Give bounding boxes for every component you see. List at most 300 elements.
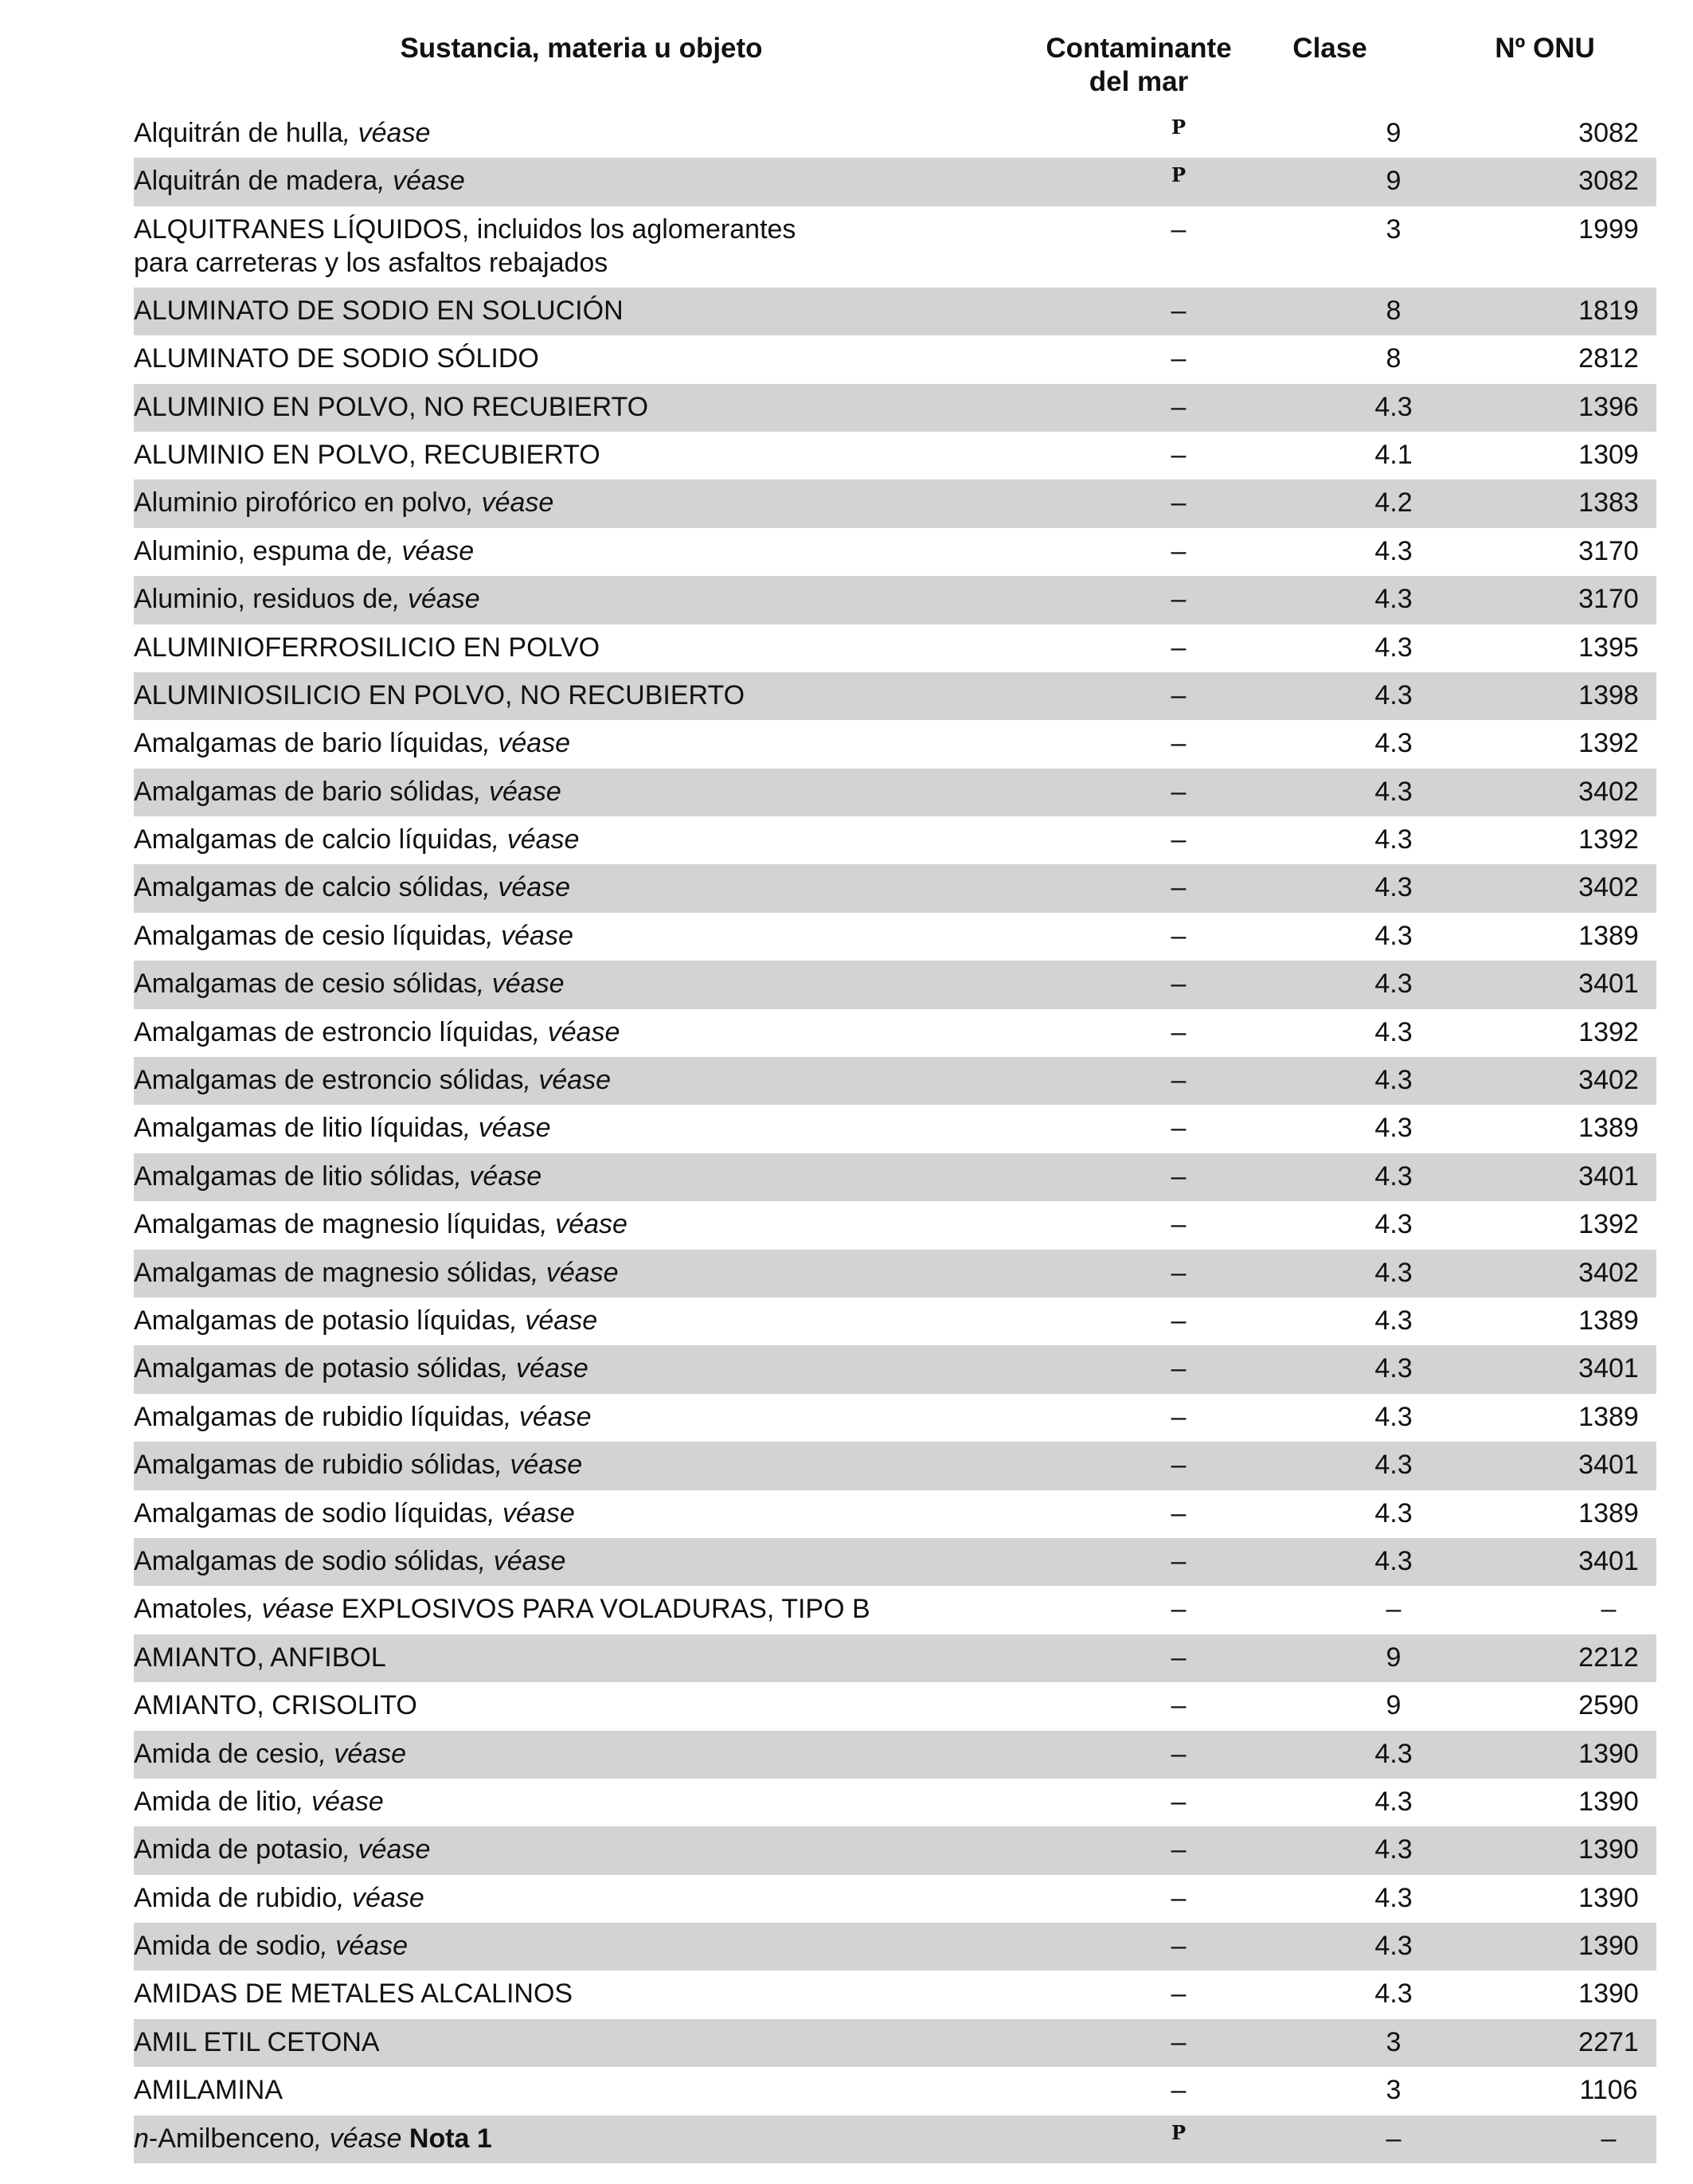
substance-name: ALQUITRANES LÍQUIDOS, incluidos los aglomerantes xyxy=(134,213,796,245)
table-row xyxy=(134,1682,1656,1730)
substance-name-line xyxy=(134,164,1058,198)
class-value: 4.3 xyxy=(1374,584,1413,615)
substance-name: Amalgamas de litio líquidas xyxy=(134,1113,463,1144)
class-cell xyxy=(1314,294,1473,327)
class-value: 4.3 xyxy=(1374,1065,1413,1096)
class-cell xyxy=(1314,390,1473,424)
substance-name-line xyxy=(134,775,1058,808)
see-reference: , véase xyxy=(296,1786,384,1817)
class-cell xyxy=(1314,2073,1473,2107)
substance-name-line xyxy=(134,1881,1058,1915)
see-reference: , véase xyxy=(463,1113,551,1144)
un-number-cell xyxy=(1513,1689,1693,1722)
class-cell xyxy=(1314,1689,1473,1722)
substance-name-line xyxy=(134,486,1058,519)
marine-pollutant-cell xyxy=(1091,1497,1266,1530)
substance-name: ALUMINATO DE SODIO SÓLIDO xyxy=(134,343,539,374)
substance-name-cell xyxy=(134,1207,1058,1241)
un-number-cell xyxy=(1513,1304,1693,1337)
marine-pollutant-cell xyxy=(1091,823,1266,856)
marine-pollutant-value: – xyxy=(1171,1882,1187,1913)
un-number-value: 1999 xyxy=(1578,213,1639,245)
class-value: 4.3 xyxy=(1374,1305,1413,1336)
marine-pollutant-value: – xyxy=(1171,487,1187,519)
class-value: 9 xyxy=(1386,166,1402,197)
substance-name-line xyxy=(134,1448,1058,1481)
un-number-cell xyxy=(1513,1400,1693,1434)
substance-name-line xyxy=(134,213,1058,246)
substance-name-line xyxy=(134,294,1058,327)
un-number-value: 3082 xyxy=(1578,166,1639,197)
marine-pollutant-cell xyxy=(1091,1063,1266,1097)
substance-name: Amalgamas de estroncio sólidas xyxy=(134,1065,524,1096)
header-class-label: Clase xyxy=(1292,33,1367,64)
substance-name-cell xyxy=(134,823,1058,856)
un-number-cell xyxy=(1513,1833,1693,1866)
table-row xyxy=(134,110,1656,158)
substance-name: Amalgamas de magnesio sólidas xyxy=(134,1257,531,1288)
marine-pollutant-cell xyxy=(1091,631,1266,664)
marine-pollutant-value: – xyxy=(1171,679,1187,710)
marine-pollutant-value: – xyxy=(1171,213,1187,245)
marine-pollutant-value: P xyxy=(1171,163,1187,187)
un-number-cell xyxy=(1513,726,1693,760)
un-number-cell xyxy=(1513,919,1693,953)
un-number-cell xyxy=(1513,1977,1693,2010)
table-row xyxy=(134,1009,1656,1057)
un-number-cell xyxy=(1513,823,1693,856)
un-number-value: 3082 xyxy=(1578,118,1639,148)
see-reference: , véase xyxy=(466,487,554,519)
table-row xyxy=(134,624,1656,672)
see-reference: , véase xyxy=(491,824,580,855)
substance-name: Amalgamas de rubidio líquidas xyxy=(134,1401,504,1432)
substance-name: Amalgamas de calcio líquidas xyxy=(134,824,492,855)
substance-name-line xyxy=(134,631,1058,664)
un-number-cell xyxy=(1513,582,1693,616)
un-number-value: 1389 xyxy=(1578,920,1639,951)
table-row xyxy=(134,961,1656,1008)
marine-pollutant-cell xyxy=(1091,1689,1266,1722)
substance-name: ALUMINIOSILICIO EN POLVO, NO RECUBIERTO xyxy=(134,679,745,710)
substance-name-cell xyxy=(134,967,1058,1000)
substance-name-cell xyxy=(134,534,1058,568)
class-cell xyxy=(1314,1641,1473,1674)
table-row xyxy=(134,1779,1656,1826)
marine-pollutant-value: – xyxy=(1171,1738,1187,1769)
substance-name-cell xyxy=(134,390,1058,424)
un-number-cell xyxy=(1513,1448,1693,1481)
un-number-value: 1309 xyxy=(1578,439,1639,470)
marine-pollutant-cell xyxy=(1091,116,1266,152)
class-value: 4.3 xyxy=(1374,1016,1413,1047)
substance-name-cell xyxy=(134,486,1058,519)
substance-name: AMIANTO, ANFIBOL xyxy=(134,1642,386,1673)
table-row xyxy=(134,335,1656,383)
substance-name-cell xyxy=(134,679,1058,712)
substance-name-cell xyxy=(134,1256,1058,1290)
table-row xyxy=(134,206,1656,288)
substance-name-cell xyxy=(134,2025,1058,2059)
substance-name-cell xyxy=(134,1400,1058,1434)
un-number-cell xyxy=(1513,438,1693,472)
marine-pollutant-value: – xyxy=(1171,535,1187,566)
marine-pollutant-cell xyxy=(1091,1016,1266,1049)
un-number-cell xyxy=(1513,1207,1693,1241)
substance-name-line xyxy=(134,116,1058,150)
un-number-cell xyxy=(1513,1881,1693,1915)
marine-pollutant-value: – xyxy=(1171,728,1187,759)
un-number-value: 1390 xyxy=(1578,1931,1639,1962)
marine-pollutant-cell xyxy=(1091,1256,1266,1290)
class-value: 4.3 xyxy=(1374,824,1413,855)
see-reference: , véase xyxy=(486,920,573,951)
table-row xyxy=(134,1971,1656,2018)
marine-pollutant-cell xyxy=(1091,775,1266,808)
table-row xyxy=(134,672,1656,720)
substance-name-cell xyxy=(134,1929,1058,1963)
substance-name-cell xyxy=(134,1977,1058,2010)
class-cell xyxy=(1314,1881,1473,1915)
substance-name-line xyxy=(134,1785,1058,1818)
substance-name-line xyxy=(134,967,1058,1000)
substance-name-line xyxy=(134,582,1058,616)
substance-name: Amalgamas de potasio sólidas xyxy=(134,1353,502,1384)
un-number-value: 1383 xyxy=(1578,487,1639,519)
see-reference: , véase xyxy=(342,1834,431,1865)
marine-pollutant-value: – xyxy=(1171,1931,1187,1962)
table-row xyxy=(134,528,1656,576)
class-value: 4.3 xyxy=(1374,1497,1413,1528)
substance-name-line xyxy=(134,1544,1058,1578)
class-value: 4.3 xyxy=(1374,920,1413,951)
substance-name: Amida de potasio xyxy=(134,1834,343,1865)
marine-pollutant-value: – xyxy=(1171,1786,1187,1817)
marine-pollutant-cell xyxy=(1091,1400,1266,1434)
substance-name-line xyxy=(134,1207,1058,1241)
class-value: 4.3 xyxy=(1374,679,1413,710)
see-reference: , véase xyxy=(320,1931,408,1962)
table-row xyxy=(134,1875,1656,1923)
un-number-value: 1389 xyxy=(1578,1113,1639,1144)
substance-name: AMILAMINA xyxy=(134,2075,283,2106)
table-row xyxy=(134,1490,1656,1538)
substance-name-line xyxy=(134,534,1058,568)
un-number-value: 1398 xyxy=(1578,679,1639,710)
substance-name-line2: para carreteras y los asfaltos rebajados xyxy=(134,247,608,278)
substance-name-cell xyxy=(134,919,1058,953)
marine-pollutant-value: – xyxy=(1171,1642,1187,1673)
marine-pollutant-value: – xyxy=(1171,2075,1187,2106)
class-cell xyxy=(1314,582,1473,616)
table-row xyxy=(134,1153,1656,1201)
un-number-value: 3401 xyxy=(1578,1450,1639,1481)
un-number-value: 3402 xyxy=(1578,1257,1639,1288)
substance-name-line xyxy=(134,1833,1058,1866)
substance-name-line xyxy=(134,1497,1058,1530)
un-number-cell xyxy=(1513,164,1693,198)
marine-pollutant-value: – xyxy=(1171,1979,1187,2010)
un-number-value: 1390 xyxy=(1578,1738,1639,1769)
see-reference: , véase xyxy=(501,1353,588,1384)
un-number-value: 2271 xyxy=(1578,2026,1639,2057)
class-cell xyxy=(1314,871,1473,904)
class-cell xyxy=(1314,1304,1473,1337)
table-row xyxy=(134,720,1656,768)
substance-name-cell xyxy=(134,1641,1058,1674)
marine-pollutant-cell xyxy=(1091,871,1266,904)
class-value: 4.3 xyxy=(1374,535,1413,566)
header-marine-pollutant xyxy=(1011,32,1266,99)
un-number-value: 1390 xyxy=(1578,1786,1639,1817)
table-row xyxy=(134,816,1656,864)
substance-name-line xyxy=(134,1160,1058,1193)
class-cell xyxy=(1314,1544,1473,1578)
marine-pollutant-value: – xyxy=(1171,969,1187,1000)
marine-pollutant-cell xyxy=(1091,1641,1266,1674)
marine-pollutant-value: – xyxy=(1171,1545,1187,1576)
substance-name-cell xyxy=(134,2073,1058,2107)
class-cell xyxy=(1314,1160,1473,1193)
un-number-cell xyxy=(1513,1641,1693,1674)
class-value: 4.3 xyxy=(1374,1209,1413,1240)
marine-pollutant-value: – xyxy=(1171,584,1187,615)
class-cell xyxy=(1314,823,1473,856)
marine-pollutant-cell xyxy=(1091,1881,1266,1915)
table-row xyxy=(134,1923,1656,1971)
un-number-cell xyxy=(1513,1785,1693,1818)
marine-pollutant-cell xyxy=(1091,1977,1266,2010)
marine-pollutant-cell xyxy=(1091,213,1266,246)
substance-name: AMIDAS DE METALES ALCALINOS xyxy=(134,1979,573,2010)
un-number-cell xyxy=(1513,871,1693,904)
table-row xyxy=(134,432,1656,479)
un-number-cell xyxy=(1513,294,1693,327)
substance-name-cell xyxy=(134,294,1058,327)
un-number-cell xyxy=(1513,1544,1693,1578)
table-row xyxy=(134,1538,1656,1586)
substance-name-cell xyxy=(134,1497,1058,1530)
un-number-value: 3402 xyxy=(1578,1065,1639,1096)
substance-name-line xyxy=(134,1400,1058,1434)
class-cell xyxy=(1314,1592,1473,1626)
table-row xyxy=(134,1826,1656,1874)
marine-pollutant-value: – xyxy=(1171,1209,1187,1240)
substance-name-cell xyxy=(134,775,1058,808)
see-reference: , véase xyxy=(342,118,431,148)
marine-pollutant-cell xyxy=(1091,534,1266,568)
marine-pollutant-cell xyxy=(1091,438,1266,472)
un-number-value: 2590 xyxy=(1578,1690,1639,1721)
un-number-cell xyxy=(1513,2073,1693,2107)
substance-name-line xyxy=(134,1063,1058,1097)
un-number-value: 3170 xyxy=(1578,535,1639,566)
class-cell xyxy=(1314,1256,1473,1290)
header-class xyxy=(1250,32,1410,65)
marine-pollutant-cell xyxy=(1091,1448,1266,1481)
table-row xyxy=(134,1105,1656,1153)
substance-name-cell xyxy=(134,1592,1058,1626)
un-number-value: 1392 xyxy=(1578,824,1639,855)
substance-name-cell xyxy=(134,213,1058,280)
marine-pollutant-value: – xyxy=(1171,1257,1187,1288)
class-cell xyxy=(1314,1929,1473,1963)
see-reference: , véase xyxy=(337,1882,424,1913)
un-number-cell xyxy=(1513,1063,1693,1097)
un-number-value: 1392 xyxy=(1578,1016,1639,1047)
substance-name: AMIANTO, CRISOLITO xyxy=(134,1690,417,1721)
substance-name: Amalgamas de sodio sólidas xyxy=(134,1545,479,1576)
un-number-value: 1390 xyxy=(1578,1979,1639,2010)
un-number-value: 1819 xyxy=(1578,295,1639,326)
marine-pollutant-value: – xyxy=(1171,1594,1187,1625)
class-value: 4.3 xyxy=(1374,1738,1413,1769)
substance-name-line xyxy=(134,2073,1058,2107)
un-number-value: 3402 xyxy=(1578,776,1639,807)
marine-pollutant-value: – xyxy=(1171,776,1187,807)
see-reference: , véase xyxy=(474,776,561,807)
substance-name: Amalgamas de potasio líquidas xyxy=(134,1305,510,1336)
substance-name-cell xyxy=(134,1448,1058,1481)
substance-name: Amatoles xyxy=(134,1594,247,1625)
class-value: 9 xyxy=(1386,118,1402,148)
class-cell xyxy=(1314,1833,1473,1866)
class-cell xyxy=(1314,1977,1473,2010)
marine-pollutant-value: – xyxy=(1171,1401,1187,1432)
substance-name-line xyxy=(134,679,1058,712)
marine-pollutant-value: – xyxy=(1171,1353,1187,1384)
class-cell xyxy=(1314,1785,1473,1818)
substance-name-cell xyxy=(134,1304,1058,1337)
substance-name-line xyxy=(134,1977,1058,2010)
marine-pollutant-cell xyxy=(1091,726,1266,760)
class-cell xyxy=(1314,1737,1473,1771)
see-reference: , véase xyxy=(503,1401,592,1432)
class-value: – xyxy=(1386,1594,1402,1625)
class-value: 8 xyxy=(1386,295,1402,326)
substance-name-cell xyxy=(134,1544,1058,1578)
marine-pollutant-cell xyxy=(1091,1160,1266,1193)
class-value: 4.3 xyxy=(1374,1931,1413,1962)
class-value: 4.3 xyxy=(1374,1160,1413,1192)
un-number-cell xyxy=(1513,534,1693,568)
substance-name-line xyxy=(134,2122,1058,2155)
class-value: 4.1 xyxy=(1374,439,1413,470)
un-number-value: 1106 xyxy=(1579,2075,1638,2106)
class-value: 4.3 xyxy=(1374,776,1413,807)
class-value: 4.3 xyxy=(1374,391,1413,422)
un-number-value: 2812 xyxy=(1578,343,1639,374)
class-cell xyxy=(1314,1207,1473,1241)
marine-pollutant-cell xyxy=(1091,390,1266,424)
class-cell xyxy=(1314,1400,1473,1434)
see-reference: , véase xyxy=(510,1305,598,1336)
table-row xyxy=(134,1201,1656,1249)
see-reference: , véase xyxy=(386,535,475,566)
class-cell xyxy=(1314,534,1473,568)
class-value: 4.2 xyxy=(1374,487,1413,519)
class-value: 4.3 xyxy=(1374,1834,1413,1865)
substance-name: Amida de litio xyxy=(134,1786,297,1817)
marine-pollutant-cell xyxy=(1091,1304,1266,1337)
table-row xyxy=(134,864,1656,912)
un-number-value: 1396 xyxy=(1578,391,1639,422)
un-number-value: 1392 xyxy=(1578,728,1639,759)
see-reference: , véase xyxy=(478,1545,566,1576)
marine-pollutant-cell xyxy=(1091,2122,1266,2158)
marine-pollutant-cell xyxy=(1091,342,1266,375)
marine-pollutant-cell xyxy=(1091,2025,1266,2059)
substance-name: Amalgamas de magnesio líquidas xyxy=(134,1209,541,1240)
see-reference: , véase xyxy=(540,1209,628,1240)
substance-name: Amalgamas de calcio sólidas xyxy=(134,872,483,903)
table-row xyxy=(134,1442,1656,1489)
substance-name-cell xyxy=(134,2122,1058,2155)
substance-name: ALUMINIO EN POLVO, NO RECUBIERTO xyxy=(134,391,649,422)
class-cell xyxy=(1314,775,1473,808)
class-cell xyxy=(1314,116,1473,150)
table-row xyxy=(134,1297,1656,1345)
table-row xyxy=(134,1586,1656,1634)
substance-name: Amalgamas de bario sólidas xyxy=(134,776,475,807)
un-number-value: – xyxy=(1601,1594,1617,1625)
substance-name: Amalgamas de litio sólidas xyxy=(134,1160,455,1192)
class-cell xyxy=(1314,438,1473,472)
substance-name-line xyxy=(134,1592,1058,1626)
marine-pollutant-value: – xyxy=(1171,1113,1187,1144)
marine-pollutant-cell xyxy=(1091,582,1266,616)
note-reference: Nota 1 xyxy=(401,2123,492,2154)
marine-pollutant-value: – xyxy=(1171,920,1187,951)
class-value: 3 xyxy=(1386,213,1402,245)
un-number-cell xyxy=(1513,1737,1693,1771)
see-reference: , véase xyxy=(523,1065,612,1096)
header-substance xyxy=(135,32,1027,65)
header-marine-line2: del mar xyxy=(1089,66,1189,97)
marine-pollutant-cell xyxy=(1091,486,1266,519)
marine-pollutant-cell xyxy=(1091,1785,1266,1818)
see-reference: , véase xyxy=(483,872,571,903)
class-value: 9 xyxy=(1386,1642,1402,1673)
substance-name-cell xyxy=(134,1737,1058,1771)
un-number-value: 3402 xyxy=(1578,872,1639,903)
table-row xyxy=(134,1731,1656,1779)
un-number-cell xyxy=(1513,1929,1693,1963)
table-row xyxy=(134,1634,1656,1682)
substance-name-cell xyxy=(134,1111,1058,1145)
un-number-cell xyxy=(1513,213,1693,246)
table-row xyxy=(134,2019,1656,2067)
header-marine-line1: Contaminante xyxy=(1046,33,1232,64)
un-number-cell xyxy=(1513,1256,1693,1290)
class-cell xyxy=(1314,164,1473,198)
marine-pollutant-value: – xyxy=(1171,1160,1187,1192)
marine-pollutant-value: – xyxy=(1171,632,1187,663)
class-value: 3 xyxy=(1386,2026,1402,2057)
marine-pollutant-value: – xyxy=(1171,391,1187,422)
un-number-value: 1390 xyxy=(1578,1834,1639,1865)
class-cell xyxy=(1314,919,1473,953)
un-number-cell xyxy=(1513,967,1693,1000)
substance-name-cell xyxy=(134,1160,1058,1193)
substance-name-line xyxy=(134,1256,1058,1290)
marine-pollutant-cell xyxy=(1091,2073,1266,2107)
see-reference: , véase xyxy=(246,1594,334,1625)
marine-pollutant-cell xyxy=(1091,967,1266,1000)
substance-name-cell xyxy=(134,1016,1058,1049)
substance-name-line xyxy=(134,2025,1058,2059)
substance-name-line xyxy=(134,823,1058,856)
